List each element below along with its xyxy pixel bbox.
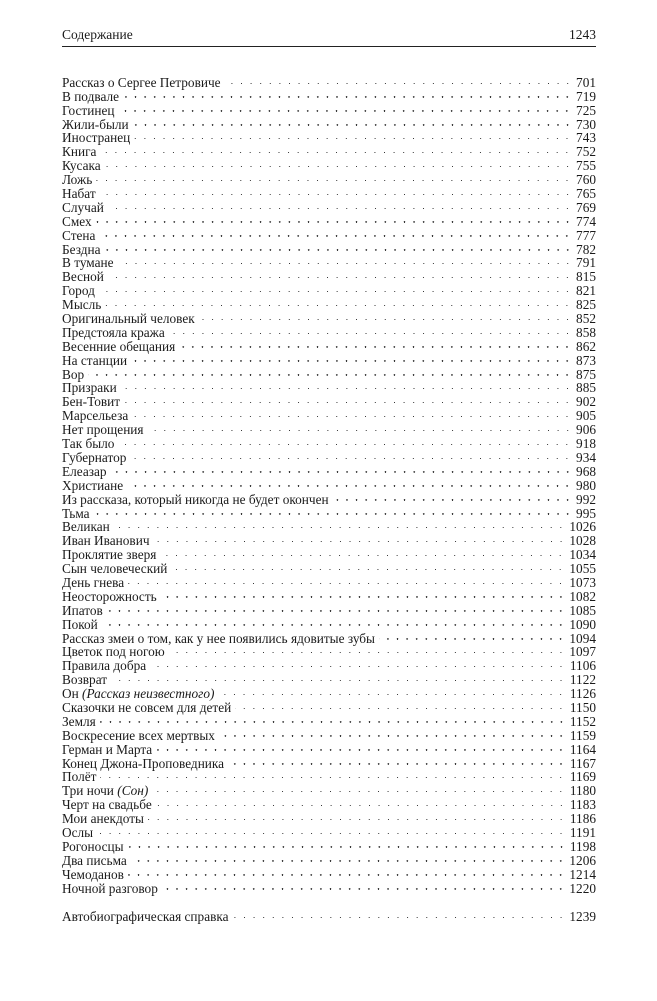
toc-entry <box>62 281 596 299</box>
dot-leader <box>94 504 572 518</box>
dot-leader <box>169 323 572 337</box>
dot-leader <box>161 587 566 601</box>
toc-entry <box>62 781 596 799</box>
entry-title-text: Смех <box>62 213 92 229</box>
entry-title-text: Бен-Товит <box>62 394 121 410</box>
entry-title-text: Вор <box>62 366 85 382</box>
entry-title <box>62 798 156 812</box>
toc-entry <box>62 142 596 160</box>
entry-title <box>62 298 105 312</box>
toc-entry <box>62 795 596 813</box>
entry-page: 873 <box>576 352 596 368</box>
entry-title <box>62 784 152 798</box>
entry-subtitle: (Рассказ неизвестного) <box>82 686 215 702</box>
toc-entry <box>62 587 596 604</box>
entry-title-text: Набат <box>62 186 96 202</box>
entry-title-text: Мысль <box>62 297 102 313</box>
dot-leader <box>233 907 566 921</box>
entry-page: 1164 <box>569 741 596 757</box>
entry-page: 743 <box>576 130 596 146</box>
dot-leader <box>108 198 572 212</box>
dot-leader <box>105 295 572 309</box>
entry-page: 918 <box>576 436 596 452</box>
dot-leader <box>128 573 565 587</box>
toc-entry <box>62 267 596 285</box>
entry-title-text: Цветок под ногою <box>62 644 165 660</box>
entry-page: 730 <box>576 116 596 132</box>
entry-page: 906 <box>576 422 596 438</box>
toc-entry <box>62 851 596 868</box>
dot-leader <box>118 254 573 268</box>
entry-title <box>62 479 127 493</box>
entry-page: 701 <box>576 74 596 90</box>
entry-title <box>62 854 131 868</box>
entry-page: 1150 <box>569 699 596 715</box>
entry-title-text: В тумане <box>62 255 114 271</box>
toc-entry <box>62 531 596 549</box>
entry-title <box>62 673 111 687</box>
entry-title <box>62 882 162 896</box>
entry-page: 1239 <box>569 908 596 924</box>
entry-page: 858 <box>576 324 596 340</box>
dot-leader <box>99 226 572 240</box>
entry-page: 1106 <box>569 658 596 674</box>
toc-entry <box>62 337 596 354</box>
dot-leader <box>121 379 572 393</box>
entry-page: 774 <box>576 213 596 229</box>
dot-leader <box>148 420 573 434</box>
entry-title-text: Бездна <box>62 241 101 257</box>
entry-title-text: Марсельеза <box>62 408 129 424</box>
toc-entry <box>62 87 596 104</box>
entry-title <box>62 145 100 159</box>
toc-entry <box>62 865 596 882</box>
entry-title-text: Книга <box>62 144 97 160</box>
toc-entry <box>62 184 596 202</box>
dot-leader <box>148 809 566 823</box>
dot-leader <box>114 518 566 532</box>
entry-title <box>62 243 105 257</box>
entry-title <box>62 715 100 729</box>
entry-page: 1214 <box>569 866 596 882</box>
entry-title <box>62 229 99 243</box>
entry-title-text: День гнева <box>62 574 125 590</box>
entry-page: 1220 <box>569 880 596 896</box>
entry-title-text: Черт на свадьбе <box>62 797 152 813</box>
dot-leader <box>128 837 566 851</box>
dot-leader <box>88 365 572 379</box>
entry-title-text: Два письма <box>62 852 127 868</box>
toc-entry <box>62 420 596 438</box>
dot-leader <box>219 726 566 740</box>
entry-title <box>62 687 218 701</box>
entry-title-text: Ипатов <box>62 602 103 618</box>
entry-title <box>62 118 133 132</box>
entry-title <box>62 395 124 409</box>
dot-leader <box>218 684 565 698</box>
entry-page: 755 <box>576 158 596 174</box>
entry-page: 992 <box>576 491 596 507</box>
toc-entry <box>62 240 596 257</box>
entry-page: 905 <box>576 408 596 424</box>
entry-title-text: Три ночи <box>62 783 114 799</box>
entry-page: 1055 <box>569 561 596 577</box>
entry-title <box>62 507 94 521</box>
dot-leader <box>108 267 572 281</box>
entry-title-text: Сказочки не совсем для детей <box>62 699 232 715</box>
toc-entry <box>62 837 596 854</box>
toc-entry <box>62 226 596 243</box>
entry-page: 1126 <box>569 686 596 702</box>
dot-leader <box>100 142 572 156</box>
entry-page: 825 <box>576 297 596 313</box>
dot-leader <box>160 545 565 559</box>
toc-entry <box>62 629 596 646</box>
entry-title-text: Чемоданов <box>62 866 124 882</box>
toc-entry <box>62 434 596 452</box>
entry-title <box>62 743 156 757</box>
entry-title <box>62 368 88 382</box>
entry-page: 1094 <box>569 630 596 646</box>
entry-title-text: Ночной разговор <box>62 880 158 896</box>
toc-entry <box>62 490 596 507</box>
dot-leader <box>169 643 566 657</box>
dot-leader <box>179 337 572 351</box>
entry-title <box>62 409 132 423</box>
dot-leader <box>100 712 566 726</box>
toc-entry <box>62 643 596 660</box>
entry-title-text: Жили-были <box>62 116 129 132</box>
entry-title-text: Случай <box>62 199 104 215</box>
dot-leader <box>96 212 572 226</box>
appendix-entry <box>62 907 596 924</box>
toc-entry <box>62 406 596 424</box>
toc-entry <box>62 656 596 674</box>
toc-entry <box>62 476 596 493</box>
entry-title-text: Конец Джона-Проповедника <box>62 755 225 771</box>
entry-title-text: Земля <box>62 713 96 729</box>
entry-title-text: Герман и Марта <box>62 741 153 757</box>
dot-leader <box>100 768 565 782</box>
entry-title-text: Проклятие зверя <box>62 547 157 563</box>
entry-page: 815 <box>576 269 596 285</box>
entry-page: 1122 <box>569 672 596 688</box>
entry-title-text: Стена <box>62 227 96 243</box>
entry-title-text: Рассказ о Сергее Петровиче <box>62 74 221 90</box>
dot-leader <box>111 670 566 684</box>
toc-entry <box>62 212 596 229</box>
toc-entry <box>62 823 596 840</box>
toc-entry <box>62 504 596 521</box>
toc-entry <box>62 392 596 410</box>
dot-leader <box>134 129 572 143</box>
dot-leader <box>118 101 572 115</box>
entry-page: 1159 <box>569 727 596 743</box>
entry-page: 995 <box>576 505 596 521</box>
entry-title-text: Из рассказа, который никогда не будет окончен <box>62 491 329 507</box>
entry-page: 1180 <box>569 783 596 799</box>
entry-title <box>62 868 128 882</box>
dot-leader <box>235 698 566 712</box>
toc-entry <box>62 309 596 327</box>
entry-page: 765 <box>576 186 596 202</box>
entry-page: 1034 <box>569 547 596 563</box>
dot-leader <box>156 740 566 754</box>
dot-leader <box>107 601 566 615</box>
dot-leader <box>131 851 566 865</box>
toc-entry <box>62 559 596 577</box>
toc-entry <box>62 879 596 896</box>
entry-title-text: Иван Иванович <box>62 533 150 549</box>
entry-title-text: Тьма <box>62 505 90 521</box>
entry-title <box>62 437 118 451</box>
entry-page: 725 <box>576 102 596 118</box>
entry-title-text: Правила добра <box>62 658 147 674</box>
entry-title-text: Ослы <box>62 824 94 840</box>
entry-page: 760 <box>576 172 596 188</box>
entry-title-text: Возврат <box>62 672 108 688</box>
entry-title-text: Оригинальный человек <box>62 311 195 327</box>
entry-page: 1085 <box>569 602 596 618</box>
entry-page: 1191 <box>569 824 596 840</box>
entry-title-text: Так было <box>62 436 115 452</box>
entry-title <box>62 770 100 784</box>
toc-entry <box>62 809 596 827</box>
entry-title <box>62 187 100 201</box>
dot-leader <box>162 879 566 893</box>
entry-title <box>62 548 160 562</box>
toc-entry <box>62 379 596 396</box>
toc-entry <box>62 129 596 146</box>
dot-leader <box>105 240 573 254</box>
entry-title-text: Елеазар <box>62 463 107 479</box>
dot-leader <box>118 434 572 448</box>
dot-leader <box>132 406 572 420</box>
entry-page: 791 <box>576 255 596 271</box>
dot-leader <box>130 448 572 462</box>
entry-page: 1028 <box>569 533 596 549</box>
entry-title-text: Весенние обещания <box>62 338 176 354</box>
toc-entry <box>62 754 596 771</box>
entry-page: 1082 <box>569 588 596 604</box>
toc-entry <box>62 518 596 535</box>
toc-entry <box>62 768 596 785</box>
dot-leader <box>152 781 566 795</box>
toc-entry <box>62 545 596 563</box>
entry-title-text: Покой <box>62 616 98 632</box>
entry-subtitle: (Сон) <box>117 783 149 799</box>
toc-entry <box>62 601 596 618</box>
toc-entry <box>62 615 596 632</box>
dot-leader <box>225 73 572 87</box>
entry-title <box>62 381 121 395</box>
entry-title-text: Сын человеческий <box>62 561 168 577</box>
entry-title <box>62 604 107 618</box>
dot-leader <box>111 462 573 476</box>
toc-entry <box>62 698 596 715</box>
dot-leader <box>127 476 572 490</box>
entry-title-text: Иностранец <box>62 130 131 146</box>
dot-leader <box>100 184 572 198</box>
entry-title-text: Предстояла кража <box>62 324 165 340</box>
entry-page: 852 <box>576 311 596 327</box>
toc-entry <box>62 684 596 702</box>
entry-title-text: Он <box>62 686 79 702</box>
entry-page: 1073 <box>569 574 596 590</box>
entry-title-text: Мои анекдоты <box>62 811 144 827</box>
entry-page: 1206 <box>569 852 596 868</box>
entry-page: 1169 <box>569 769 596 785</box>
entry-page: 719 <box>576 88 596 104</box>
toc-entry <box>62 573 596 590</box>
toc-entry <box>62 101 596 118</box>
entry-title-text: Город <box>62 283 95 299</box>
toc-entry <box>62 254 596 271</box>
page-number: 1243 <box>569 27 596 42</box>
entry-title <box>62 840 128 854</box>
toc-entry <box>62 323 596 340</box>
toc-entry <box>62 365 596 382</box>
dot-leader <box>156 795 566 809</box>
dot-leader <box>99 281 572 295</box>
entry-page: 1167 <box>569 755 596 771</box>
entry-title-text: Нет прощения <box>62 422 144 438</box>
toc-entry <box>62 740 596 757</box>
entry-page: 980 <box>576 477 596 493</box>
dot-leader <box>171 559 565 573</box>
toc-entry <box>62 170 596 188</box>
entry-title: Автобиографическая справка <box>62 908 229 924</box>
dot-leader <box>379 629 565 643</box>
entry-page: 1198 <box>569 838 596 854</box>
toc-entry <box>62 156 596 174</box>
dot-leader <box>199 309 572 323</box>
toc-entry <box>62 73 596 90</box>
entry-page: 1097 <box>569 644 596 660</box>
entry-title <box>62 104 118 118</box>
entry-page: 777 <box>576 227 596 243</box>
entry-title <box>62 90 123 104</box>
entry-page: 1152 <box>569 713 596 729</box>
entry-title-text: На станции <box>62 352 128 368</box>
toc-entry <box>62 670 596 688</box>
entry-title-text: Воскресение всех мертвых <box>62 727 215 743</box>
entry-title <box>62 534 154 548</box>
dot-leader <box>133 115 572 129</box>
dot-leader <box>131 351 572 365</box>
section-title: Содержание <box>62 27 133 42</box>
entry-title-text: Великан <box>62 519 110 535</box>
dot-leader <box>124 392 572 406</box>
dot-leader <box>228 754 566 768</box>
entry-page: 902 <box>576 394 596 410</box>
toc-entry <box>62 115 596 132</box>
entry-title-text: Ложь <box>62 172 93 188</box>
toc-entry <box>62 712 596 729</box>
toc-entry <box>62 726 596 743</box>
entry-title-text: В подвале <box>62 88 119 104</box>
dot-leader <box>333 490 572 504</box>
toc-entry <box>62 198 596 215</box>
toc-entry <box>62 462 596 479</box>
entry-title <box>62 618 102 632</box>
dot-leader <box>96 170 572 184</box>
entry-title <box>62 465 111 479</box>
entry-page: 821 <box>576 283 596 299</box>
entry-title-text: Призраки <box>62 380 117 396</box>
entry-page: 934 <box>576 449 596 465</box>
entry-page: 782 <box>576 241 596 257</box>
toc-entry <box>62 448 596 465</box>
entry-title-text: Кусака <box>62 158 101 174</box>
toc-entry <box>62 295 596 313</box>
dot-leader <box>123 87 572 101</box>
entry-page: 752 <box>576 144 596 160</box>
entry-title <box>62 826 97 840</box>
entry-page: 1183 <box>569 797 596 813</box>
entry-title <box>62 173 96 187</box>
entry-title <box>62 326 169 340</box>
entry-page: 1186 <box>569 811 596 827</box>
entry-page: 1090 <box>569 616 596 632</box>
entry-page: 885 <box>576 380 596 396</box>
entry-title <box>62 576 128 590</box>
entry-title <box>62 520 114 534</box>
dot-leader <box>128 865 565 879</box>
toc-entry <box>62 351 596 368</box>
entry-title-text: Неосторожность <box>62 588 157 604</box>
entry-page: 1026 <box>569 519 596 535</box>
entry-page: 875 <box>576 366 596 382</box>
entry-page: 862 <box>576 338 596 354</box>
entry-title-text: Рогоносцы <box>62 838 124 854</box>
dot-leader <box>102 615 566 629</box>
table-of-contents <box>62 73 596 896</box>
entry-page: 769 <box>576 199 596 215</box>
entry-title <box>62 215 96 229</box>
entry-title-text: Губернатор <box>62 449 127 465</box>
dot-leader <box>150 656 566 670</box>
entry-title-text: Рассказ змеи о том, как у нее появились ядовитые зубы <box>62 630 375 646</box>
running-header <box>62 27 596 47</box>
dot-leader <box>97 823 566 837</box>
dot-leader <box>154 531 566 545</box>
entry-title <box>62 284 99 298</box>
toc-entry <box>62 907 596 924</box>
entry-title-text: Христиане <box>62 477 124 493</box>
entry-title-text: Полёт <box>62 769 97 785</box>
entry-title-text: Гостинец <box>62 102 115 118</box>
entry-page: 968 <box>576 463 596 479</box>
dot-leader <box>105 156 572 170</box>
entry-title-text: Весной <box>62 269 104 285</box>
